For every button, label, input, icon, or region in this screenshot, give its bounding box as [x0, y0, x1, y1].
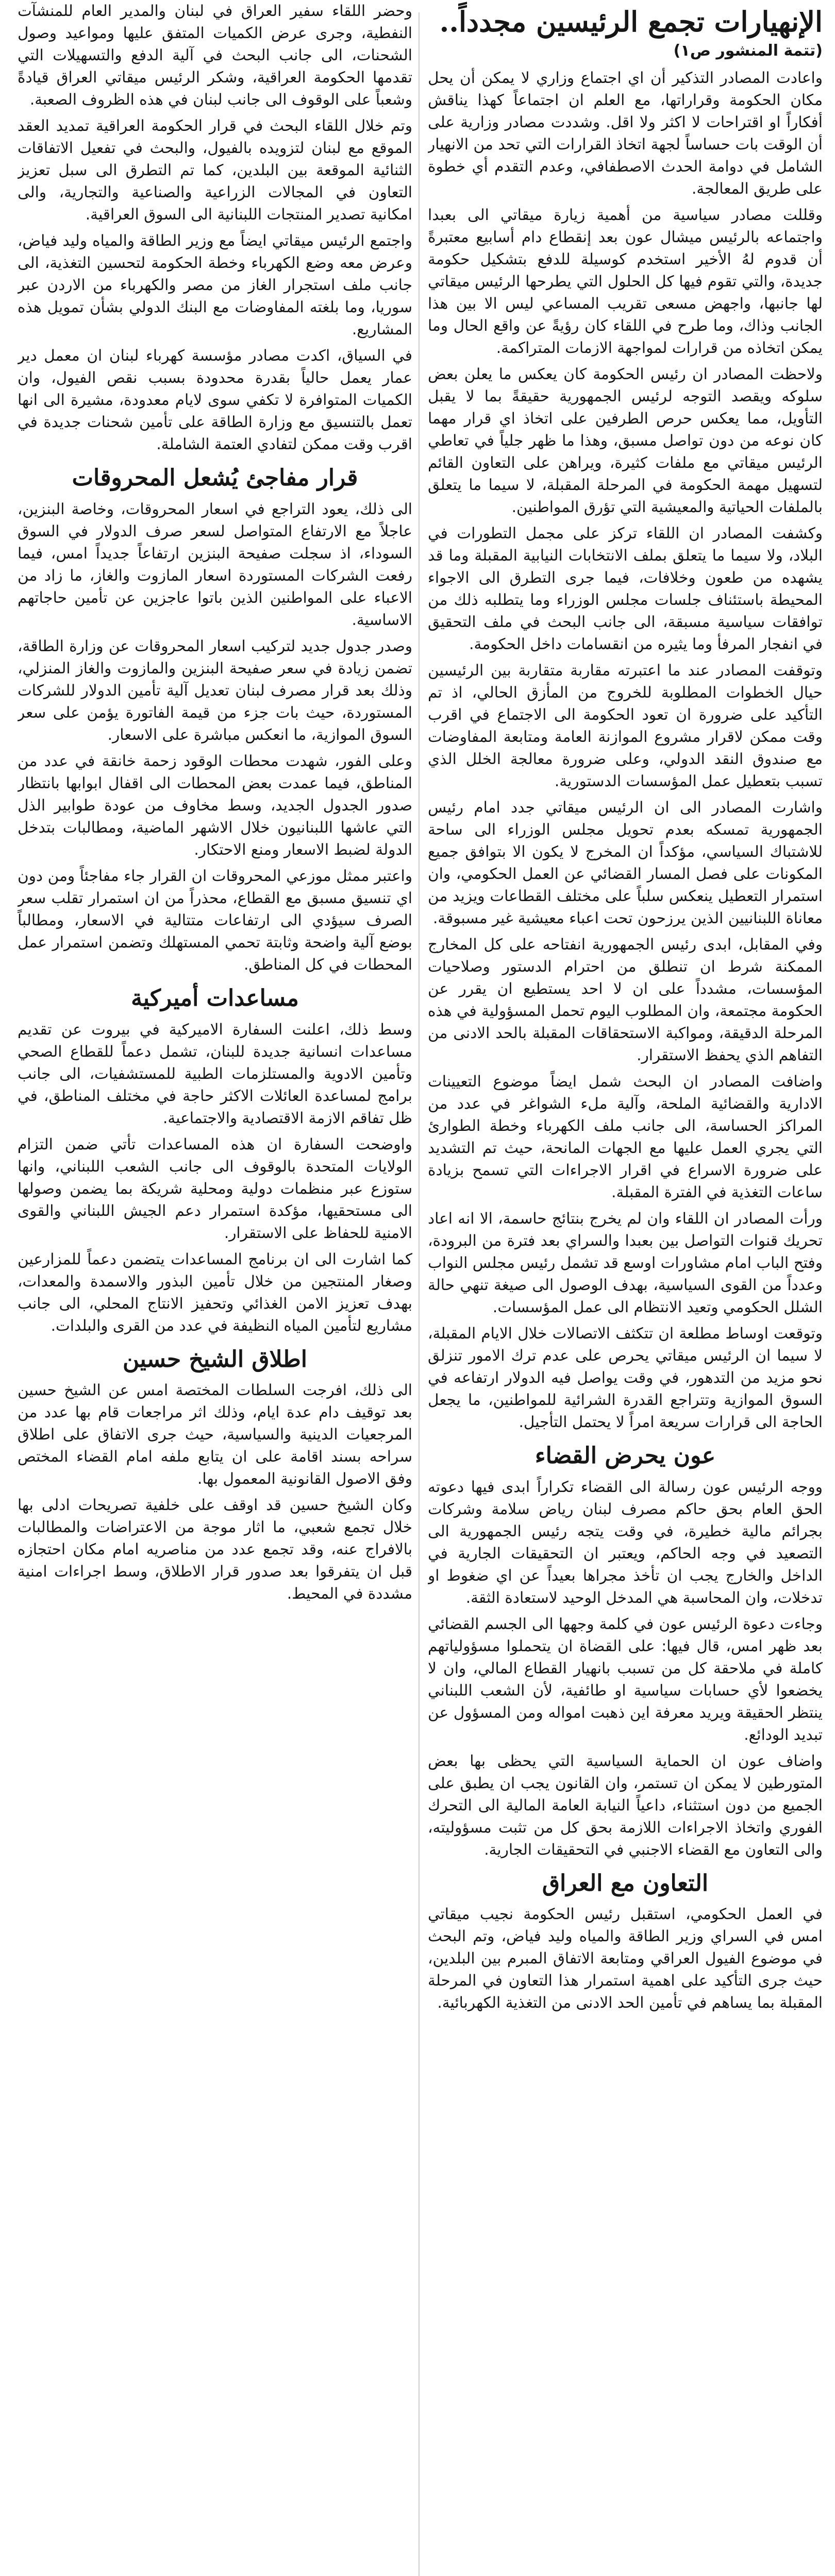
paragraph: واضافت المصادر ان البحث شمل ايضاً موضوع التعيينات الادارية والقضائية الملحة، وآلية ملء الشواغر في عدد من المراكز الحساسة، الى جانب ملف الكهرباء وخطة الطوارئ التي يجري العمل عليها مع الجهات المانحة، حيث تم التشديد على ضرورة الاسراع في اقرار الاجراءات التي تسمح بزيادة ساعات التغذية في الفترة المقبلة. — [428, 1072, 823, 1201]
paragraph: الى ذلك، افرجت السلطات المختصة امس عن الشيخ حسين بعد توقيف دام عدة ايام، وذلك اثر مراجعات قام بها عدد من المرجعيات الدينية والسياسية، حيث جرى الاتفاق على اطلاق سراحه بسند اقامة على ان يتابع ملفه امام القضاء المختص وفق الاصول القانونية المعمول بها. — [18, 1381, 412, 1488]
article-title: الإنهيارات تجمع الرئيسين مجدداً.. — [439, 5, 823, 38]
paragraph: وسط ذلك، اعلنت السفارة الاميركية في بيروت عن تقديم مساعدات انسانية جديدة للبنان، تشمل دعماً للقطاع الصحي وتأمين الادوية والمستلزمات الطبية للمستشفيات، الى جانب برامج لمساعدة العائلات الاكثر حاجة في مختلف المناطق، في ظل تفاقم الازمة الاقتصادية والاجتماعية. — [18, 1020, 412, 1127]
left-column — [18, 0, 412, 2576]
paragraph: واعادت المصادر التذكير أن اي اجتماع وزاري لا يمكن أن يحل مكان الحكومة وقراراتها، مع العلم ان اجتماعاً كهذا يناقش أفكاراً او اقتراحات لا اكثر ولا اقل. وشددت مصادر وزارية على أن الوقت بات حساساً لجهة اتخاذ القرارات التي تحد من الانهيار الشامل في دوامة الحدث الاصطفافي، وعدم التقدم أي خطوة على طريق المعالجة. — [428, 69, 823, 197]
paragraph: ورأت المصادر ان اللقاء وان لم يخرج بنتائج حاسمة، الا انه اعاد تحريك قنوات التواصل بين بعبدا والسراي بعد فترة من البرودة، وفتح الباب امام مشاورات اوسع قد تشمل رئيس مجلس النواب وعدداً من القوى السياسية، بهدف الوصول الى صيغة تنهي حالة الشلل الحكومي وتعيد الانتظام الى عمل المؤسسات. — [428, 1209, 823, 1316]
paragraph: في العمل الحكومي، استقبل رئيس الحكومة نجيب ميقاتي امس في السراي وزير الطاقة والمياه وليد فياض، وتم البحث في موضوع الفيول العراقي ومتابعة الاتفاق المبرم بين البلدين، حيث جرى التأكيد على اهمية استمرار هذا التعاون في المرحلة المقبلة بما يساهم في تأمين الحد الادنى من التغذية الكهربائية. — [428, 1905, 823, 2012]
paragraph: الى ذلك، يعود التراجع في اسعار المحروقات، وخاصة البنزين، عاجلاً مع الارتفاع المتواصل لسعر صرف الدولار في السوق السوداء، اذ سجلت صفيحة البنزين ارتفاعاً جديداً امس، فيما رفعت الشركات المستوردة اسعار المازوت والغاز، ما زاد من الاعباء على المواطنين الذين باتوا عاجزين عن تأمين حاجاتهم الاساسية. — [18, 500, 412, 629]
paragraph: كما اشارت الى ان برنامج المساعدات يتضمن دعماً للمزارعين وصغار المنتجين من خلال تأمين البذور والاسمدة والمعدات، بهدف تعزيز الامن الغذائي وتحفيز الانتاج المحلي، الى جانب مشاريع لتأمين المياه النظيفة في عدد من القرى والبلدات. — [18, 1250, 412, 1334]
paragraph: وكشفت المصادر ان اللقاء تركز على مجمل التطورات في البلاد، ولا سيما ما يتعلق بملف الانتخابات النيابية المقبلة وما قد يشهده من طعون وخلافات، فيما جرى التطرق الى الاجواء المحيطة باستئناف جلسات مجلس الوزراء وما يتطلبه ذلك من توافقات سياسية مسبقة، الى جانب البحث في ملف التحقيق في انفجار المرفأ وما يثيره من انقسامات داخل الحكومة. — [428, 524, 823, 653]
paragraph: وصدر جدول جديد لتركيب اسعار المحروقات عن وزارة الطاقة، تضمن زيادة في سعر صفيحة البنزين والمازوت والغاز المنزلي، وذلك بعد قرار مصرف لبنان تعديل آلية تأمين الدولار للشركات المستوردة، حيث بات جزء من قيمة الفاتورة يؤمن على سعر السوق الموازية، ما انعكس مباشرة على الاسعار. — [18, 637, 412, 743]
paragraph: وعلى الفور، شهدت محطات الوقود زحمة خانقة في عدد من المناطق، فيما عمدت بعض المحطات الى اقفال ابوابها بانتظار صدور الجدول الجديد، وسط مخاوف من عودة طوابير الذل التي عاشها اللبنانيون خلال الاشهر الماضية، ومطالبات بتدخل الدولة لضبط الاسعار ومنع الاحتكار. — [18, 752, 412, 858]
paragraph: واجتمع الرئيس ميقاتي ايضاً مع وزير الطاقة والمياه وليد فياض، وعرض معه وضع الكهرباء وخطة الحكومة لتحسين التغذية، الى جانب ملف استجرار الغاز من مصر والكهرباء من الاردن عبر سوريا، وما بلغته المفاوضات مع البنك الدولي بشأن تمويل هذه المشاريع. — [18, 232, 412, 338]
continued-note: (تتمة المنشور ص١) — [673, 41, 823, 60]
section-heading: التعاون مع العراق — [542, 1870, 709, 1896]
paragraph: واوضحت السفارة ان هذه المساعدات تأتي ضمن التزام الولايات المتحدة بالوقوف الى جانب الشعب اللبناني، وانها ستوزع عبر منظمات دولية ومحلية شريكة بما يضمن وصولها الى مستحقيها، مؤكدة استمرار دعم الجيش اللبناني والقوى الامنية للحفاظ على الاستقرار. — [18, 1135, 412, 1242]
paragraph: في السياق، اكدت مصادر مؤسسة كهرباء لبنان ان معمل دير عمار يعمل حالياً بقدرة محدودة بسبب نقص الفيول، وان الكميات المتوافرة لا تكفي سوى لايام معدودة، مشيرة الى انها تعمل بالتنسيق مع وزارة الطاقة على تأمين شحنات جديدة في اقرب وقت ممكن لتفادي العتمة الشاملة. — [18, 347, 412, 453]
paragraph: وفي المقابل، ابدى رئيس الجمهورية انفتاحه على كل المخارج الممكنة شرط ان تنطلق من احترام الدستور وصلاحيات المؤسسات، مشدداً على ان لا احد يستطيع ان يقرر عن الحكومة مجتمعة، وان المطلوب اليوم تحمل المسؤولية في هذه المرحلة الدقيقة، ومواكبة الاستحقاقات المقبلة بالحد الادنى من التفاهم الذي يحفظ الاستقرار. — [428, 935, 823, 1064]
paragraph: وحضر اللقاء سفير العراق في لبنان والمدير العام للمنشآت النفطية، وجرى عرض الكميات المتفق عليها ومواعيد وصول الشحنات، الى جانب البحث في آلية الدفع والتسهيلات التي تقدمها الحكومة العراقية، وشكر الرئيس ميقاتي العراق قيادةً وشعباً على الوقوف الى جانب لبنان في هذه الظروف الصعبة. — [18, 2, 412, 108]
section-heading: قرار مفاجئ يُشعل المحروقات — [72, 465, 358, 491]
paragraph: وكان الشيخ حسين قد اوقف على خلفية تصريحات ادلى بها خلال تجمع شعبي، ما اثار موجة من الاعتراضات والمطالبات بالافراج عنه، وقد تجمع عدد من مناصريه امام مكان احتجازه قبل ان يتفرقوا بعد صدور قرار الاطلاق، وسط اجراءات امنية مشددة في المحيط. — [18, 1496, 412, 1603]
paragraph: واشارت المصادر الى ان الرئيس ميقاتي جدد امام رئيس الجمهورية تمسكه بعدم تحويل مجلس الوزراء الى ساحة للاشتباك السياسي، مؤكداً ان المخرج لا يكون الا بتوافق جميع المكونات على فصل المسار القضائي عن العمل الحكومي، وان استمرار التعطيل ينعكس سلباً على مختلف القطاعات ويزيد من معاناة اللبنانيين الذين يرزحون تحت اعباء معيشية غير مسبوقة. — [428, 798, 823, 927]
paragraph: وجاءت دعوة الرئيس عون في كلمة وجهها الى الجسم القضائي بعد ظهر امس، قال فيها: على القضاة ان يتحملوا مسؤولياتهم كاملة في ملاحقة كل من تسبب بانهيار القطاع المالي، وان لا يخضعوا لأي حسابات سياسية او طائفية، لأن الشعب اللبناني ينتظر الحقيقة ويريد معرفة اين ذهبت امواله ومن المسؤول عن تبديد الودائع. — [428, 1615, 823, 1743]
paragraph: وتوقعت اوساط مطلعة ان تتكثف الاتصالات خلال الايام المقبلة، لا سيما ان الرئيس ميقاتي يحرص على عدم ترك الامور تنزلق نحو مزيد من التدهور، في وقت يواصل فيه الدولار ارتفاعه في السوق الموازية وتتراجع القدرة الشرائية للمواطنين، ما يجعل الحاجة الى قرارات سريعة امراً لا يحتمل التأجيل. — [428, 1324, 823, 1431]
paragraph: وقللت مصادر سياسية من أهمية زيارة ميقاتي الى بعبدا واجتماعه بالرئيس ميشال عون بعد إنقطاع دام أسابيع معتبرةً أن قدوم لهُ الأخير استخدم كوسيلة للدفع بتشكيل حكومة جديدة، والتي تقوم فيها كل الحلول التي يطرحها الرئيس ميقاتي لها جانبها، واجهض مسعى تقريب المساعي ليس الا بين هذا الجانب وذاك، وما طرح في اللقاء كان رؤيةً عن واقع الحال وما يمكن اتخاذه من قرارات لمواجهة الازمات المتراكمة. — [428, 206, 823, 357]
section-heading: مساعدات أميركية — [131, 985, 299, 1011]
section-heading: عون يحرض القضاء — [535, 1442, 716, 1469]
paragraph: وتوقفت المصادر عند ما اعتبرته مقاربة متقاربة بين الرئيسين حيال الخطوات المطلوبة للخروج من المأزق الحالي، اذ تم التأكيد على ضرورة ان تعود الحكومة الى الاجتماع في اقرب وقت ممكن لاقرار مشروع الموازنة العامة ومتابعة المفاوضات مع صندوق النقد الدولي، وعلى ضرورة معالجة الخلل الذي تسبب بتعطيل عمل المؤسسات الدستورية. — [428, 661, 823, 790]
paragraph: ووجه الرئيس عون رسالة الى القضاء تكراراً ابدى فيها دعوته الحق العام بحق حاكم مصرف لبنان رياض سلامة وشركات بجرائم مالية خطيرة، في وقت يتجه رئيس الجمهورية الى التصعيد في وجه الحاكم، ويعتبر ان التحقيقات الجارية في الداخل والخارج يجب ان تأخذ مجراها بعيداً عن اي ضغوط او تدخلات، وان المحاسبة هي المدخل الوحيد لاستعادة الثقة. — [428, 1478, 823, 1606]
column-divider — [419, 12, 420, 2576]
paragraph: ولاحظت المصادر ان رئيس الحكومة كان يعكس ما يعلن بعض سلوكه ويقصد التوجه لرئيس الجمهورية حقيقةً بما لا يقبل التأويل، مما يعكس حرص الطرفين على اتخاذ اي قرار مهما كان نوعه من دون تواصل مسبق، وهذا ما ظهر جلياً في تعاطي الرئيس ميقاتي مع ملفات كثيرة، ويراهن على التعاون القائم لتسهيل مهمة الحكومة في المرحلة المقبلة، لا سيما ما يتعلق بالملفات الحياتية والمعيشية التي تؤرق المواطنين. — [428, 365, 823, 516]
paragraph: وتم خلال اللقاء البحث في قرار الحكومة العراقية تمديد العقد الموقع مع لبنان لتزويده بالفيول، والبحث في تفعيل الاتفاقات الثنائية الموقعة بين البلدين، كما تم التطرق الى سبل تعزيز التعاون في المجالات الزراعية والصناعية والتجارية، والى امكانية تصدير المنتجات اللبنانية الى السوق العراقية. — [18, 117, 412, 223]
paragraph: واعتبر ممثل موزعي المحروقات ان القرار جاء مفاجئاً ومن دون اي تنسيق مسبق مع القطاع، محذراً من ان استمرار تقلب سعر الصرف سيؤدي الى ارتفاعات متتالية في الاسعار، ومطالباً بوضع آلية واضحة وثابتة تحمي المستهلك وتضمن استمرار عمل المحطات في كل المناطق. — [18, 867, 412, 973]
section-heading: اطلاق الشيخ حسين — [122, 1346, 308, 1372]
right-column — [428, 0, 823, 2576]
paragraph: واضاف عون ان الحماية السياسية التي يحظى بها بعض المتورطين لا يمكن ان تستمر، وان القانون يجب ان يطبق على الجميع من دون استثناء، داعياً النيابة العامة المالية الى التحرك الفوري واتخاذ الاجراءات اللازمة بحق كل من تثبت مسؤوليته، والى التعاون مع القضاء الاجنبي في التحقيقات الجارية. — [428, 1752, 823, 1858]
